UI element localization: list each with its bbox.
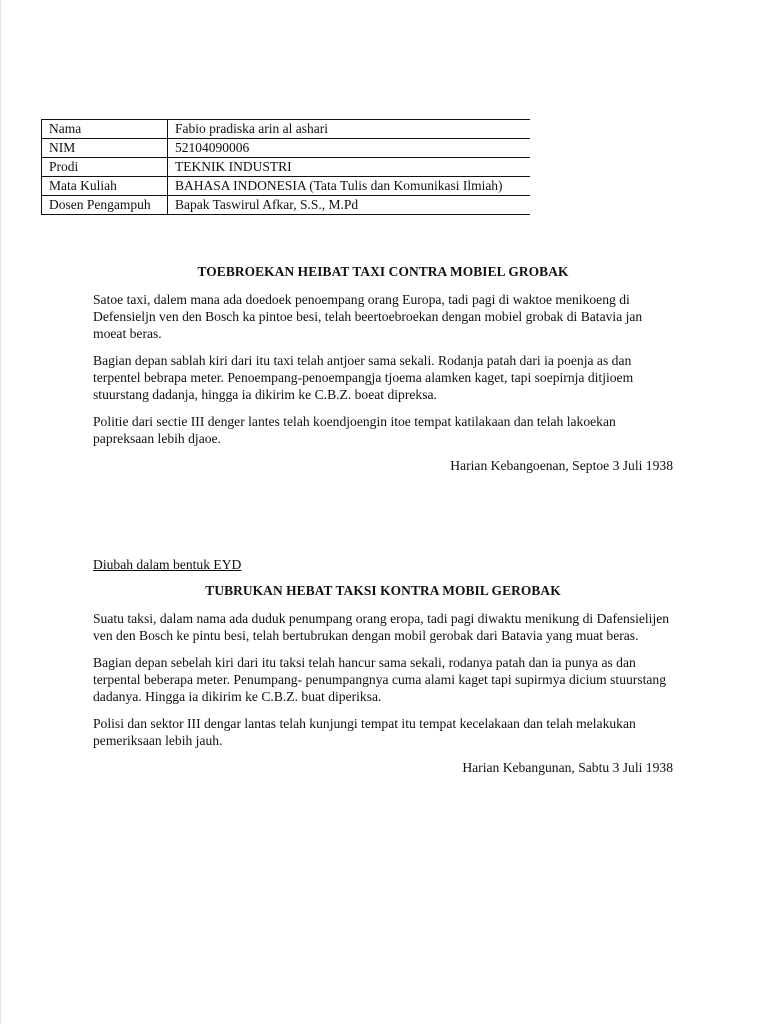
revised-paragraph-1: Suatu taksi, dalam nama ada duduk penumpang orang eropa, tadi pagi diwaktu menikung di Dafensielijen ven den Bosch ke pintu besi, telah bertubrukan dengan mobil gerobak dari Batavia yang muat beras. [93, 611, 670, 643]
row-label-course: Mata Kuliah [42, 177, 168, 196]
row-value-course: BAHASA INDONESIA (Tata Tulis dan Komunikasi Ilmiah) [168, 177, 531, 196]
table-row [42, 139, 531, 158]
revised-source: Harian Kebangunan, Sabtu 3 Juli 1938 [462, 760, 673, 775]
table-row [42, 196, 531, 215]
student-identity-table [41, 119, 530, 215]
original-title: TOEBROEKAN HEIBAT TAXI CONTRA MOBIEL GROBAK [197, 264, 569, 279]
row-value-nim: 52104090006 [168, 139, 531, 158]
revised-paragraph-2: Bagian depan sebelah kiri dari itu taksi telah hancur sama sekali, rodanya patah dan ia punya as dan terpental beberapa meter. Penumpang- penumpangnya cuma alami kaget tapi supirmya dicium stuurstang dadanya. Hingga ia dikirim ke C.B.Z. buat diperiksa. [93, 655, 667, 704]
row-label-prodi: Prodi [42, 158, 168, 177]
row-value-lecturer: Bapak Taswirul Afkar, S.S., M.Pd [168, 196, 531, 215]
original-paragraph-3: Politie dari sectie III denger lantes telah koendjoengin itoe tempat katilakaan dan telah lakoekan papreksaan lebih djaoe. [93, 414, 616, 446]
revised-paragraph-3: Polisi dan sektor III dengar lantas telah kunjungi tempat itu tempat kecelakaan dan telah melakukan pemeriksaan lebih jauh. [93, 716, 636, 748]
row-value-name: Fabio pradiska arin al ashari [168, 120, 531, 139]
original-paragraph-1: Satoe taxi, dalem mana ada doedoek penoempang orang Europa, tadi pagi di waktoe menikoeng di Defensieljn ven den Bosch ka pintoe besi, telah beertoebroekan dengan mobiel grobak di Batavia jan moeat beras. [93, 292, 643, 341]
original-paragraph-2: Bagian depan sablah kiri dari itu taxi telah antjoer sama sekali. Rodanja patah dari ia poenja as dan terpentel bebrapa meter. Penoempang-penoempangja tjoema alamken kaget, tapi soepirnja ditjioem stuurstang dadanja, hingga ia dikirim ke C.B.Z. boeat dipreksa. [93, 353, 634, 402]
table-row [42, 158, 531, 177]
revised-title: TUBRUKAN HEBAT TAKSI KONTRA MOBIL GEROBAK [205, 583, 561, 598]
row-label-nim: NIM [42, 139, 168, 158]
original-article [93, 263, 673, 474]
table-row [42, 120, 531, 139]
revised-article [93, 556, 673, 776]
row-value-prodi: TEKNIK INDUSTRI [168, 158, 531, 177]
page-edge [0, 0, 1, 1024]
row-label-lecturer: Dosen Pengampuh [42, 196, 168, 215]
original-source: Harian Kebangoenan, Septoe 3 Juli 1938 [450, 458, 673, 473]
row-label-name: Nama [42, 120, 168, 139]
eyd-label: Diubah dalam bentuk EYD [93, 557, 242, 572]
table-row [42, 177, 531, 196]
